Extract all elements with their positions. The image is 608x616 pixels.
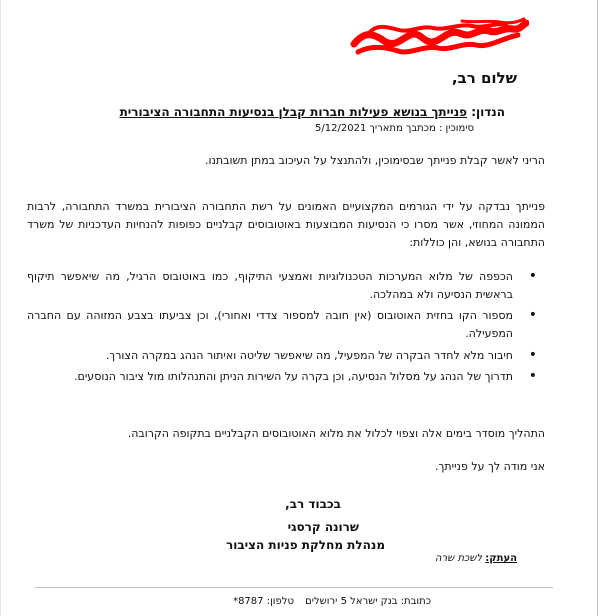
footer-address: כתובת: בנק ישראל 5 ירושלים (305, 596, 431, 607)
subject-prefix: הנדון: (471, 105, 505, 119)
requirement-item: • הכפפה של מלוא המערכות הטכנולוגיות ואמצעי התיקוף, כמו באוטובוס הרגיל, מה שיאפשר תיקוף בראשית הנסיעה ולא במהלכה. (27, 268, 545, 304)
signer-title: מנהלת מחלקת פניות הציבור (225, 538, 385, 552)
subject-line (120, 106, 505, 118)
status-paragraph: התהליך מוסדר בימים אלה וצפוי לכלול את מלוא האוטובוסים הקבלניים בתקופה הקרובה. (127, 427, 545, 440)
footer-phone: טלפון: 8787* (233, 596, 294, 607)
copy-recipient: לשכת שרה (435, 553, 483, 564)
footer-divider (35, 587, 553, 588)
greeting: שלום רב, (451, 69, 517, 87)
letter-content (27, 0, 553, 616)
signer-name: שרונה קרסגי (287, 520, 359, 534)
details-paragraph: פנייתך נבדקה על ידי הגורמים המקצועיים האמונים על רשת התחבורה הציבורית במשרד התחבורה, לרבות הממונה המחוזי, אשר מסרו כי הנסיעות המבוצעות באוטובוסים קבלניים כפופות להנחיות העדכניות של משרד התחבורה בנושא, והן כוללות: (27, 200, 545, 250)
copy-label: העתק: (485, 553, 517, 564)
footer-contact (225, 597, 431, 607)
subject-text: פנייתך בנושא פעילות חברות קבלן בנסיעות התחבורה הציבורית (119, 105, 468, 119)
thanks-paragraph: אני מודה לך על פנייתך. (435, 460, 545, 473)
intro-paragraph: הריני לאשר קבלת פנייתך שבסימוכין, ולהתנצל על העיכוב במתן תשובתנו. (204, 154, 545, 167)
closing: בכבוד רב, (285, 497, 341, 511)
requirement-item: • חיבור מלא לחדר הבקרה של המפעיל, מה שיאפשר שליטה ואיתור הנהג במקרה הצורך. (27, 347, 545, 365)
requirement-item: • תדרוך של הנהג על מסלול הנסיעה, וכן בקרה על השירות הניתן והתנהלותו מול ציבור הנוסעים. (27, 368, 545, 386)
reference-line: סימוכין : מכתבך מתאריך 5/12/2021 (315, 123, 474, 134)
requirement-item: • מספור הקו בחזית האוטובוס (אין חובה למספור צדדי ואחורי), וכן צביעתו בצבע המזוהה עם החברה המפעילה. (27, 307, 545, 343)
requirements-list (27, 268, 545, 389)
copy-line (435, 554, 517, 564)
